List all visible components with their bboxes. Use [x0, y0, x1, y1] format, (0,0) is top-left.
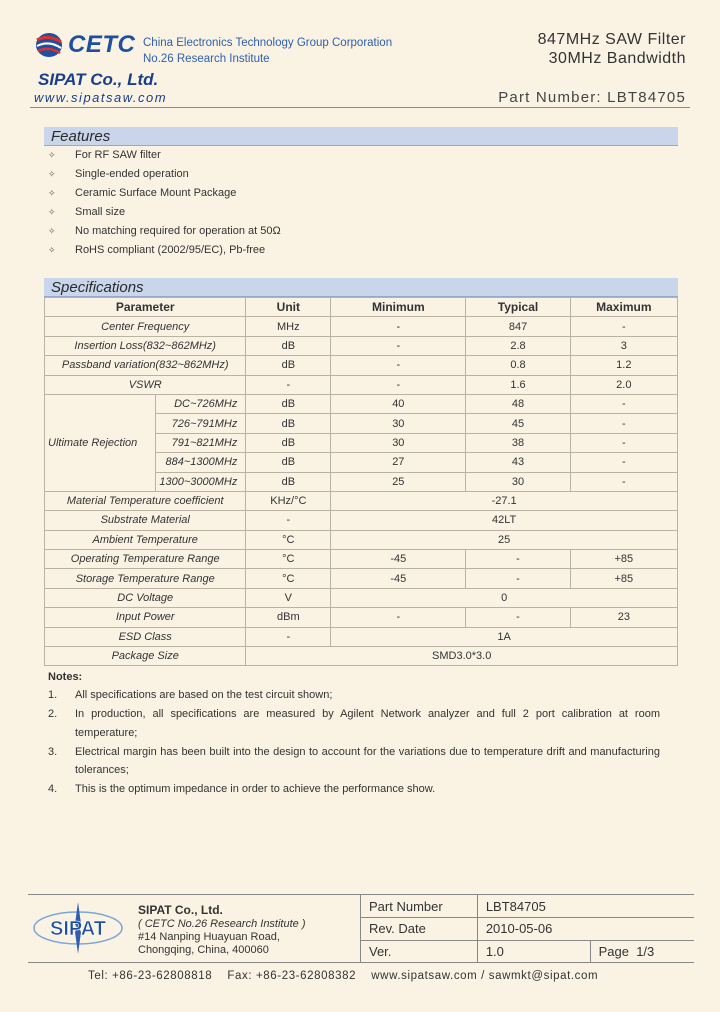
unit-cell: dB [246, 336, 331, 355]
unit-cell: dB [246, 472, 331, 491]
feature-text: Small size [75, 206, 126, 218]
min-cell: - [331, 608, 466, 627]
min-cell: 30 [331, 414, 466, 433]
table-row [45, 336, 678, 355]
feature-text: RoHS compliant (2002/95/EC), Pb-free [75, 244, 266, 256]
param-cell: Center Frequency [45, 317, 246, 336]
note-text: All specifications are based on the test circuit shown; [75, 689, 333, 701]
param-cell: Ultimate Rejection [45, 394, 156, 491]
value-cell: 1A [331, 627, 678, 646]
typ-cell: 847 [466, 317, 570, 336]
bullet-icon: ✧ [48, 150, 56, 160]
corporation-name [143, 35, 392, 67]
table-row [45, 317, 678, 336]
rev-date-value: 2010-05-06 [477, 918, 694, 941]
param-cell: Storage Temperature Range [45, 569, 246, 588]
list-item [48, 743, 688, 780]
table-row [45, 627, 678, 646]
feature-text: For RF SAW filter [75, 149, 161, 161]
param-cell: Substrate Material [45, 511, 246, 530]
param-cell: Insertion Loss(832~862MHz) [45, 336, 246, 355]
subparam-cell: 726~791MHz [156, 414, 246, 433]
min-cell: - [331, 356, 466, 375]
unit-cell: °C [246, 550, 331, 569]
list-item [48, 705, 688, 742]
features-heading: Features [44, 127, 678, 146]
sipat-logo-icon [32, 900, 124, 956]
unit-cell: KHz/°C [246, 491, 331, 510]
website-link[interactable]: www.sipatsaw.com [34, 90, 168, 105]
unit-cell: MHz [246, 317, 331, 336]
typ-cell: 45 [466, 414, 570, 433]
table-row [45, 588, 678, 607]
max-cell: 23 [570, 608, 677, 627]
note-text: Electrical margin has been built into the design to account for the variations due to temperature drift and manufacturing tolerances; [75, 745, 660, 776]
typ-cell: 2.8 [466, 336, 570, 355]
footer-contact: Tel: +86-23-62808818 Fax: +86-23-62808382 www.sipatsaw.com / sawmkt@sipat.com [88, 970, 599, 982]
subparam-cell: 1300~3000MHz [156, 472, 246, 491]
unit-cell: dB [246, 433, 331, 452]
max-cell: 3 [570, 336, 677, 355]
max-cell: - [570, 453, 677, 472]
document-info-table [360, 895, 694, 963]
rev-date-label: Rev. Date [361, 918, 478, 941]
table-row [45, 608, 678, 627]
list-item [48, 165, 281, 184]
features-list [48, 146, 281, 260]
note-text: In production, all specifications are measured by Agilent Network analyzer and full 2 port calibration at room temperature; [75, 708, 660, 739]
feature-text: Single-ended operation [75, 168, 189, 180]
unit-cell: - [246, 375, 331, 394]
specifications-heading: Specifications [44, 278, 678, 297]
note-number: 4. [48, 783, 58, 795]
note-number: 1. [48, 689, 58, 701]
footer-institute: ( CETC No.26 Research Institute ) [138, 918, 306, 930]
min-cell: - [331, 375, 466, 394]
table-row [45, 511, 678, 530]
corporation-line1: China Electronics Technology Group Corporation [143, 37, 393, 49]
company-name: SIPAT Co., Ltd. [38, 70, 159, 89]
min-cell: -45 [331, 550, 466, 569]
typ-cell: - [466, 550, 570, 569]
max-cell: 2.0 [570, 375, 677, 394]
value-cell: -27.1 [331, 491, 678, 510]
note-text: This is the optimum impedance in order to achieve the performance show. [75, 783, 436, 795]
typ-cell: 43 [466, 453, 570, 472]
footer-address1: #14 Nanping Huayuan Road, [138, 931, 280, 943]
bullet-icon: ✧ [48, 188, 56, 198]
list-item [48, 203, 281, 222]
specifications-table [44, 297, 678, 666]
param-cell: Passband variation(832~862MHz) [45, 356, 246, 375]
typ-cell: - [466, 608, 570, 627]
min-cell: - [331, 317, 466, 336]
table-row [361, 940, 695, 963]
typ-cell: - [466, 569, 570, 588]
max-cell: - [570, 472, 677, 491]
max-cell: - [570, 433, 677, 452]
value-cell: 25 [331, 530, 678, 549]
unit-cell: dBm [246, 608, 331, 627]
version-value: 1.0 [477, 940, 590, 963]
bullet-icon: ✧ [48, 245, 56, 255]
typ-cell: 38 [466, 433, 570, 452]
list-item [48, 241, 281, 260]
typ-cell: 48 [466, 394, 570, 413]
notes-section [48, 668, 688, 799]
max-cell: +85 [570, 569, 677, 588]
unit-cell: dB [246, 453, 331, 472]
unit-cell: °C [246, 569, 331, 588]
max-cell: - [570, 317, 677, 336]
product-title: 847MHz SAW Filter [537, 31, 686, 48]
subparam-cell: 791~821MHz [156, 433, 246, 452]
typ-cell: 1.6 [466, 375, 570, 394]
column-header: Unit [246, 298, 331, 317]
value-cell: 0 [331, 588, 678, 607]
table-row [45, 491, 678, 510]
param-cell: ESD Class [45, 627, 246, 646]
table-row [45, 394, 678, 413]
min-cell: 30 [331, 433, 466, 452]
cetc-logo-icon [34, 30, 64, 60]
typ-cell: 30 [466, 472, 570, 491]
column-header: Typical [466, 298, 570, 317]
bullet-icon: ✧ [48, 169, 56, 179]
page-indicator [590, 940, 694, 963]
param-cell: Input Power [45, 608, 246, 627]
header-divider [30, 107, 690, 108]
unit-cell: - [246, 511, 331, 530]
page-value: 1/3 [636, 944, 655, 959]
min-cell: 25 [331, 472, 466, 491]
param-cell: VSWR [45, 375, 246, 394]
unit-cell: - [246, 627, 331, 646]
sipat-logo-text: SIPAT [50, 918, 106, 940]
list-item [48, 146, 281, 165]
min-cell: -45 [331, 569, 466, 588]
feature-text: No matching required for operation at 50Ω [75, 225, 281, 237]
bullet-icon: ✧ [48, 207, 56, 217]
table-row [45, 647, 678, 666]
column-header: Parameter [45, 298, 246, 317]
column-header: Minimum [331, 298, 466, 317]
param-cell: DC Voltage [45, 588, 246, 607]
unit-cell: °C [246, 530, 331, 549]
unit-cell: dB [246, 356, 331, 375]
min-cell: 27 [331, 453, 466, 472]
param-cell: Material Temperature coefficient [45, 491, 246, 510]
note-number: 3. [48, 745, 58, 758]
param-cell: Package Size [45, 647, 246, 666]
param-cell: Ambient Temperature [45, 530, 246, 549]
value-cell: SMD3.0*3.0 [246, 647, 678, 666]
subparam-cell: 884~1300MHz [156, 453, 246, 472]
unit-cell: dB [246, 414, 331, 433]
cetc-logo-text: CETC [68, 31, 136, 58]
value-cell: 42LT [331, 511, 678, 530]
feature-text: Ceramic Surface Mount Package [75, 187, 237, 199]
max-cell: - [570, 414, 677, 433]
part-number-label: Part Number [361, 895, 478, 918]
column-header: Maximum [570, 298, 677, 317]
footer-address2: Chongqing, China, 400060 [138, 944, 269, 956]
unit-cell: V [246, 588, 331, 607]
note-number: 2. [48, 708, 58, 720]
table-row [45, 530, 678, 549]
unit-cell: dB [246, 394, 331, 413]
max-cell: - [570, 394, 677, 413]
min-cell: - [331, 336, 466, 355]
corporation-line2: No.26 Research Institute [143, 53, 270, 65]
table-row [45, 569, 678, 588]
param-cell: Operating Temperature Range [45, 550, 246, 569]
table-row [45, 356, 678, 375]
table-row [45, 550, 678, 569]
notes-title: Notes: [48, 671, 83, 683]
table-row [361, 918, 695, 941]
footer-company: SIPAT Co., Ltd. [138, 903, 223, 917]
table-row [361, 895, 695, 918]
list-item [48, 222, 281, 241]
max-cell: +85 [570, 550, 677, 569]
part-number-value: LBT84705 [477, 895, 694, 918]
version-label: Ver. [361, 940, 478, 963]
table-header-row [45, 298, 678, 317]
bullet-icon: ✧ [48, 226, 56, 236]
min-cell: 40 [331, 394, 466, 413]
page-label: Page [598, 944, 629, 959]
product-bandwidth: 30MHz Bandwidth [548, 50, 686, 67]
table-row [45, 375, 678, 394]
typ-cell: 0.8 [466, 356, 570, 375]
subparam-cell: DC~726MHz [156, 394, 246, 413]
part-number: Part Number: LBT84705 [498, 89, 686, 106]
max-cell: 1.2 [570, 356, 677, 375]
list-item [48, 780, 688, 799]
list-item [48, 184, 281, 203]
list-item [48, 686, 688, 705]
